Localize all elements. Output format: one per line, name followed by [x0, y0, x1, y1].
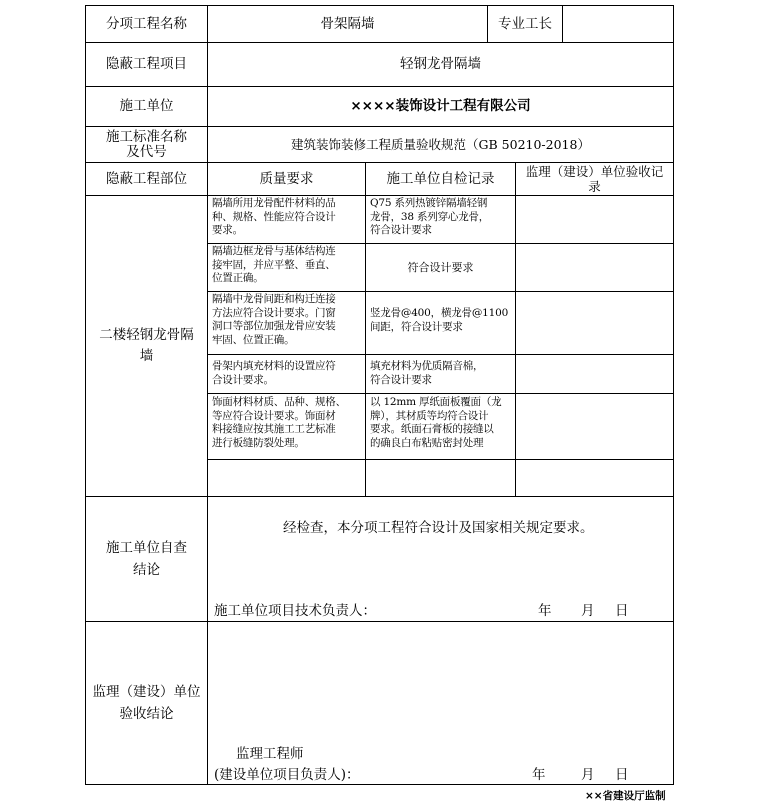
self-check-month: 月	[581, 603, 595, 619]
self-check-day: 日	[615, 603, 629, 619]
row-2-quality: 隔墙边框龙骨与基体结构连 接牢固，并应平整、垂直、 位置正确。	[212, 245, 336, 284]
column-quality: 质量要求	[259, 170, 314, 187]
standard-label-line1: 施工标准名称	[106, 128, 187, 145]
footer-supervisor-mark: ××省建设厅监制	[585, 790, 666, 802]
supervision-year: 年	[532, 767, 546, 783]
self-check-year: 年	[538, 603, 552, 619]
row-1-record: Q75 系列热镀锌隔墙轻钢 龙骨，38 系列穿心龙骨， 符合设计要求	[370, 197, 490, 236]
supervision-day: 日	[615, 767, 629, 783]
supervision-label-line1: 监理（建设）单位	[92, 684, 201, 700]
self-check-label-line1: 施工单位自查	[106, 540, 187, 556]
row-3-record: 竖龙骨@400，横龙骨@1100 间距，符合设计要求	[370, 307, 509, 333]
row-1-quality: 隔墙所用龙骨配件材料的品 种、规格、性能应符合设计 要求。	[212, 197, 336, 236]
hidden-item-value: 轻钢龙骨隔墙	[400, 56, 481, 72]
self-check-label	[86, 497, 207, 621]
sub-project-label: 分项工程名称	[106, 15, 187, 32]
supervision-engineer: 监理工程师	[236, 746, 304, 762]
row-4-record: 填充材料为优质隔音棉， 符合设计要求	[370, 360, 484, 386]
row-5-quality: 饰面材料材质、品种、规格、 等应符合设计要求。饰面材 料接缝应按其施工工艺标准 进行板缝防裂处理。	[212, 396, 346, 449]
row-4-quality: 骨架内填充材料的设置应符 合设计要求。	[212, 360, 336, 386]
row-5-record: 以 12mm 厚纸面板覆面（龙 牌），其材质等均符合设计 要求。纸面石膏板的接缝以 的确良白布粘贴密封处理	[370, 396, 502, 449]
column-part: 隐蔽工程部位	[106, 170, 187, 187]
supervision-label-line2: 验收结论	[119, 706, 174, 722]
column-supervision	[516, 163, 673, 195]
supervision-label	[86, 622, 207, 784]
self-check-signer: 施工单位项目技术负责人：	[214, 603, 376, 619]
location-line2: 墙	[139, 348, 154, 364]
standard-value: 建筑装饰装修工程质量验收规范（GB 50210-2018）	[291, 137, 590, 152]
supervision-signer: (建设单位项目负责人)：	[214, 767, 360, 783]
location-cell	[86, 196, 207, 496]
column-supervision-line2: 录	[588, 179, 601, 194]
standard-label-line2: 及代号	[126, 143, 167, 160]
location-line1: 二楼轻钢龙骨隔	[99, 327, 194, 343]
line-bottom	[85, 784, 674, 785]
foreman-value	[563, 6, 673, 42]
column-supervision-line1: 监理（建设）单位验收记	[525, 164, 664, 179]
supervision-month: 月	[581, 767, 595, 783]
border-right	[673, 5, 674, 784]
standard-label	[86, 127, 207, 162]
hidden-item-label: 隐蔽工程项目	[106, 56, 187, 72]
self-check-statement: 经检查，本分项工程符合设计及国家相关规定要求。	[283, 520, 594, 536]
sub-project-value: 骨架隔墙	[320, 15, 375, 32]
row-3-quality: 隔墙中龙骨间距和构迁连接 方法应符合设计要求。门窗 洞口等部位加强龙骨应安装 牢固、位置正确。	[212, 293, 336, 346]
foreman-label: 专业工长	[498, 15, 552, 32]
column-self-check: 施工单位自检记录	[386, 170, 495, 187]
row-2-record: 符合设计要求	[407, 261, 474, 274]
contractor-value: ××××装饰设计工程有限公司	[350, 98, 531, 114]
contractor-label: 施工单位	[119, 98, 174, 114]
self-check-label-line2: 结论	[133, 562, 160, 578]
